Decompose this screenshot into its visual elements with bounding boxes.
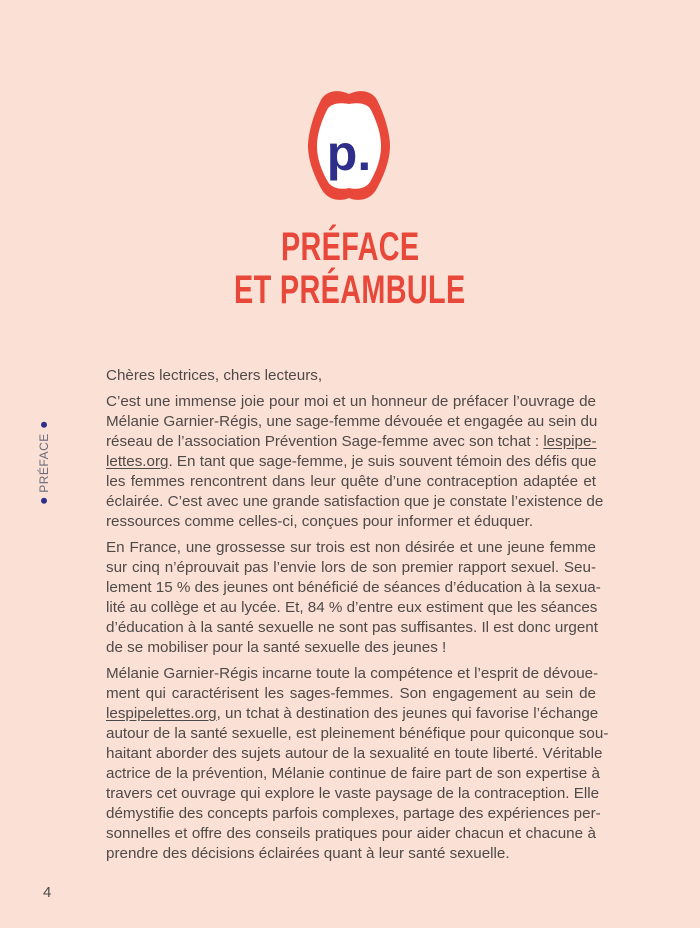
text-line: [106, 804, 601, 824]
text-line: [106, 472, 596, 492]
text-line: [106, 824, 596, 844]
text-segment: éclairée. C’est avec une grande satisfaction que je constate l’existence de: [106, 493, 604, 510]
text-segment: les femmes rencontrent dans leur quête d’une contraception adaptée et: [106, 473, 596, 490]
text-segment: prendre des décisions éclairées quant à leur santé sexuelle.: [106, 845, 510, 862]
text-line: [106, 638, 596, 658]
text-line: [106, 492, 604, 512]
preface-body: [106, 366, 609, 870]
text-line: [106, 704, 599, 724]
dot-icon: [41, 498, 47, 504]
text-segment: réseau de l’association Prévention Sage-femme avec son tchat :: [106, 433, 544, 450]
text-segment: Mélanie Garnier-Régis, une sage-femme dévouée et engagée au sein du: [106, 413, 598, 430]
text-segment: actrice de la prévention, Mélanie continue de faire part de son expertise à: [106, 765, 600, 782]
title-text: PRÉFACE: [280, 225, 420, 269]
text-line: [106, 744, 603, 764]
text-line: [106, 558, 596, 578]
lips-logo-icon: [306, 88, 392, 204]
page-number: 4: [43, 884, 52, 901]
text-line: [106, 452, 596, 472]
text-segment: de se mobiliser pour la santé sexuelle des jeunes !: [106, 639, 447, 656]
text-line: [106, 412, 596, 432]
svg-text:p.: p.: [326, 125, 372, 181]
text-segment: C’est une immense joie pour moi et un honneur de préfacer l’ouvrage de: [106, 393, 596, 410]
website-link[interactable]: lespipe-: [543, 433, 597, 450]
text-segment: autour de la santé sexuelle, est pleinement bénéfique pour quiconque sou-: [106, 725, 609, 742]
text-line: [106, 366, 596, 386]
text-line: [106, 784, 600, 804]
text-line: [106, 684, 596, 704]
text-segment: , un tchat à destination des jeunes qui favorise l’échange: [216, 705, 599, 722]
section-side-label: [37, 422, 51, 504]
text-segment: lement 15 % des jeunes ont bénéficié de séances d’éducation à la sexua-: [106, 579, 601, 596]
text-segment: lité au collège et au lycée. Et, 84 % d’entre eux estiment que les séances: [106, 599, 598, 616]
text-line: [106, 598, 596, 618]
paragraph: [106, 366, 596, 386]
text-line: [106, 664, 599, 684]
text-line: [106, 618, 596, 638]
dot-icon: [41, 422, 47, 428]
paragraph: [106, 538, 601, 658]
text-segment: ressources comme celles-ci, conçues pour informer et éduquer.: [106, 513, 534, 530]
text-segment: Mélanie Garnier-Régis incarne toute la compétence et l’esprit de dévoue-: [106, 665, 599, 682]
text-line: [106, 432, 596, 452]
website-link[interactable]: lespipelettes.org: [106, 705, 217, 722]
text-segment: . En tant que sage-femme, je suis souvent témoin des défis que: [168, 453, 597, 470]
text-line: [106, 392, 596, 412]
text-segment: d’éducation à la santé sexuelle ne sont pas suffisantes. Il est donc urgent: [106, 619, 598, 636]
text-segment: Chères lectrices, chers lecteurs,: [106, 367, 323, 384]
side-label-text: PRÉFACE: [37, 433, 51, 493]
text-segment: haitant aborder des sujets autour de la sexualité en toute liberté. Véritable: [106, 745, 603, 762]
text-line: [106, 844, 596, 864]
text-segment: sur cinq n’éprouvait pas l’envie lors de son premier rapport sexuel. Seu-: [106, 559, 596, 576]
text-segment: ment qui caractérisent les sages-femmes. Son engagement au sein de: [106, 685, 596, 702]
text-segment: travers cet ouvrage qui explore le vaste paysage de la contraception. Elle: [106, 785, 600, 802]
text-segment: sonnelles et offre des conseils pratiques pour aider chacun et chacune à: [106, 825, 596, 842]
text-line: [106, 764, 600, 784]
text-segment: En France, une grossesse sur trois est non désirée et une jeune femme: [106, 539, 596, 556]
text-line: [106, 578, 601, 598]
text-line: [106, 538, 596, 558]
text-line: [106, 512, 596, 532]
paragraph: [106, 392, 604, 532]
text-line: [106, 724, 609, 744]
paragraph: [106, 664, 609, 864]
text-segment: démystifie des concepts parfois complexes, partage des expériences per-: [106, 805, 601, 822]
title-text: ET PRÉAMBULE: [234, 268, 466, 312]
title-line-2: [0, 269, 700, 311]
website-link[interactable]: lettes.org: [106, 453, 169, 470]
title-line-1: [0, 226, 700, 268]
